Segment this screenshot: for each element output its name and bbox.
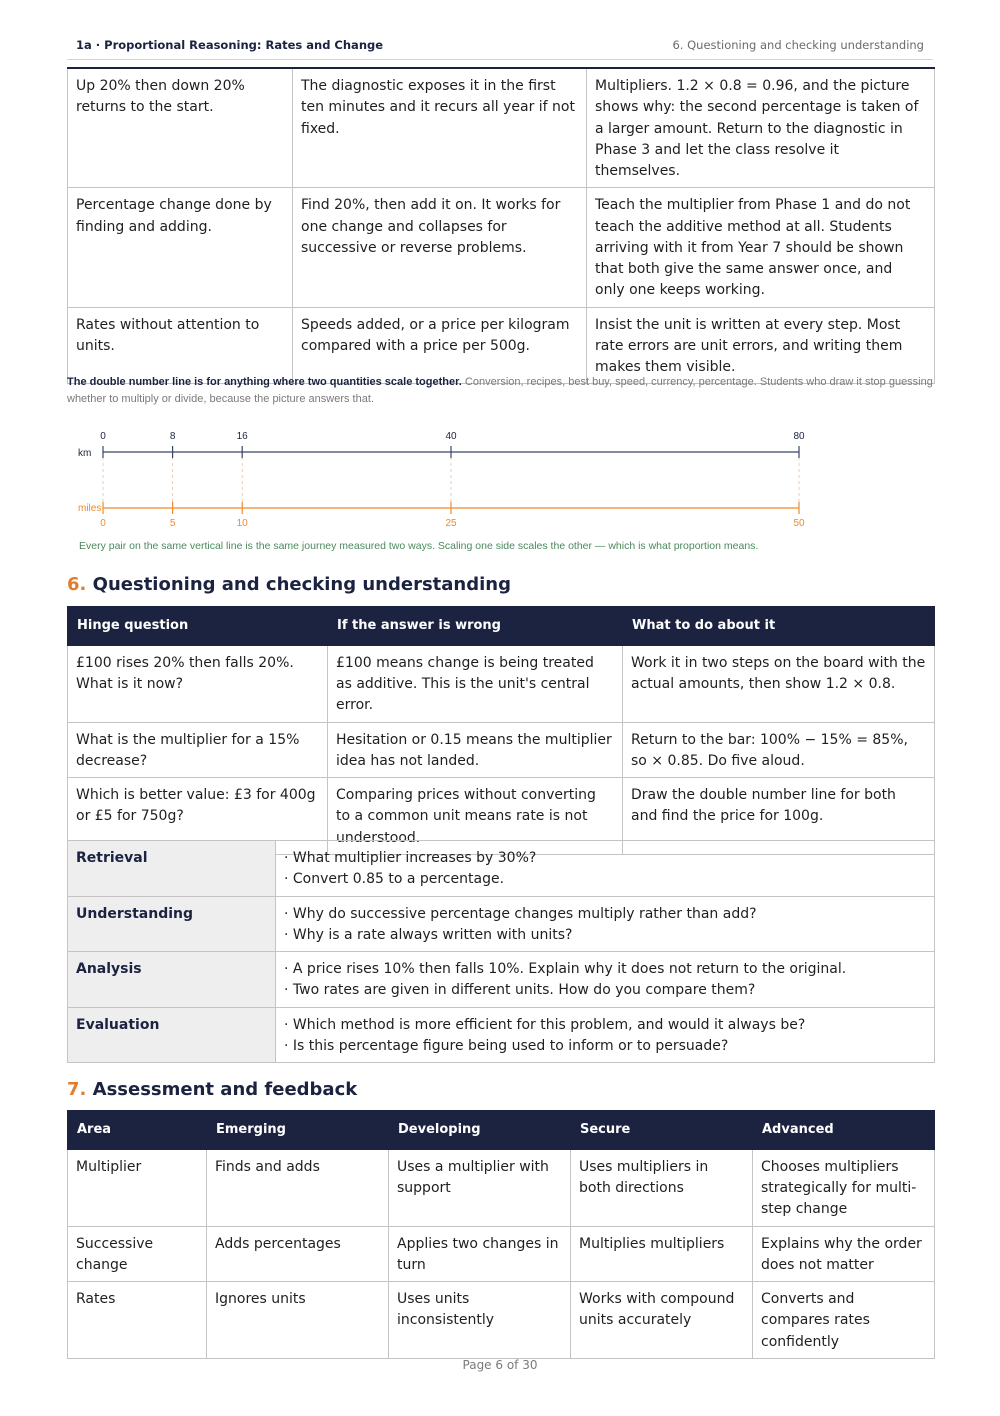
km-tick-label: 8 — [169, 431, 176, 442]
question-list — [276, 841, 935, 897]
section-7-heading — [67, 1079, 357, 1100]
table-cell: Rates — [68, 1282, 207, 1359]
section-number: 7. — [67, 1079, 87, 1100]
column-header: Hinge question — [68, 607, 328, 646]
column-header: If the answer is wrong — [328, 607, 623, 646]
column-header: What to do about it — [623, 607, 935, 646]
question-list — [276, 952, 935, 1008]
column-header: Emerging — [207, 1111, 389, 1150]
page-number: Page 6 of 30 — [462, 1358, 538, 1372]
table-row — [68, 952, 935, 1008]
table-row — [68, 68, 935, 188]
question-item: · Which method is more efficient for this problem, and would it always be? — [284, 1016, 806, 1033]
number-line-caption: Every pair on the same vertical line is the same journey measured two ways. Scaling one side scales the other — which is what proportion means. — [79, 540, 759, 552]
table-cell: Multiplies multipliers — [571, 1226, 753, 1282]
table-cell: Speeds added, or a price per kilogram compared with a price per 500g. — [293, 307, 587, 384]
table-cell: Comparing prices without converting to a common unit means rate is not understood. — [328, 778, 623, 855]
km-tick-label: 80 — [793, 431, 805, 442]
table-row — [68, 1007, 935, 1063]
question-item: · Why do successive percentage changes multiply rather than add? — [284, 905, 757, 922]
table-cell: Converts and compares rates confidently — [753, 1282, 935, 1359]
table-row — [68, 645, 935, 722]
km-tick-label: 0 — [100, 431, 106, 442]
table-row — [68, 1149, 935, 1226]
km-label: km — [78, 448, 92, 459]
column-header: Advanced — [753, 1111, 935, 1150]
table-cell: Multipliers. 1.2 × 0.8 = 0.96, and the picture shows why: the second percentage is taken of a larger amount. Return to the diagnostic in Phase 3 and let the class resolve it themselves. — [587, 68, 935, 188]
table-cell: Finds and adds — [207, 1149, 389, 1226]
table-row — [68, 722, 935, 778]
section-6-heading — [67, 574, 511, 595]
question-item: · Why is a rate always written with units? — [284, 926, 573, 943]
table-row — [68, 1226, 935, 1282]
table-cell: Adds percentages — [207, 1226, 389, 1282]
question-type-label: Retrieval — [68, 841, 276, 897]
table-cell: Uses units inconsistently — [389, 1282, 571, 1359]
table-cell: Ignores units — [207, 1282, 389, 1359]
table-cell: Work it in two steps on the board with the actual amounts, then show 1.2 × 0.8. — [623, 645, 935, 722]
table-row — [68, 896, 935, 952]
table-row — [68, 188, 935, 307]
table-cell: Multiplier — [68, 1149, 207, 1226]
table-cell: Teach the multiplier from Phase 1 and do not teach the additive method at all. Students arriving with it from Year 7 should be shown that both give the same answer once, and only one keeps working. — [587, 188, 935, 307]
question-item: · Convert 0.85 to a percentage. — [284, 871, 505, 888]
table-cell: What is the multiplier for a 15% decrease? — [68, 722, 328, 778]
column-header: Developing — [389, 1111, 571, 1150]
section-title: 6. Questioning and checking understanding — [672, 38, 924, 52]
question-type-label: Understanding — [68, 896, 276, 952]
section-heading-text: Assessment and feedback — [92, 1079, 358, 1100]
table-cell: Works with compound units accurately — [571, 1282, 753, 1359]
table-cell: Percentage change done by finding and adding. — [68, 188, 293, 307]
section-number: 6. — [67, 574, 87, 595]
question-item: · A price rises 10% then falls 10%. Explain why it does not return to the original. — [284, 961, 847, 978]
miles-tick-label: 10 — [236, 518, 248, 529]
miles-tick-label: 25 — [445, 518, 457, 529]
table-row — [68, 307, 935, 384]
question-item: · Is this percentage figure being used to inform or to persuade? — [284, 1037, 729, 1054]
table-cell: Successive change — [68, 1226, 207, 1282]
section-heading-text: Questioning and checking understanding — [92, 574, 511, 595]
question-type-label: Evaluation — [68, 1007, 276, 1063]
table-header-row — [68, 607, 935, 646]
question-list — [276, 1007, 935, 1063]
page-header — [67, 38, 933, 60]
table-cell: Uses a multiplier with support — [389, 1149, 571, 1226]
table-cell: Applies two changes in turn — [389, 1226, 571, 1282]
intro-bold: The double number line is for anything where two quantities scale together. — [67, 376, 462, 388]
question-types-table — [67, 840, 935, 1063]
table-cell: Which is better value: £3 for 400g or £5 for 750g? — [68, 778, 328, 855]
table-cell: Find 20%, then add it on. It works for one change and collapses for successive or reverse problems. — [293, 188, 587, 307]
table-header-row — [68, 1111, 935, 1150]
question-item: · What multiplier increases by 30%? — [284, 850, 537, 866]
question-list — [276, 896, 935, 952]
table-cell: £100 means change is being treated as additive. This is the unit's central error. — [328, 645, 623, 722]
miles-tick-label: 50 — [793, 518, 805, 529]
table-cell: Rates without attention to units. — [68, 307, 293, 384]
table-cell: Explains why the order does not matter — [753, 1226, 935, 1282]
assessment-table — [67, 1110, 935, 1359]
miles-tick-label: 0 — [100, 518, 106, 529]
column-header: Area — [68, 1111, 207, 1150]
misconceptions-table — [67, 67, 935, 384]
intro-text: Conversion, recipes, best buy, speed, currency, percentage. Students who draw it stop guessing whether to multiply or divide, because the picture answers that. — [67, 376, 933, 406]
table-cell: Hesitation or 0.15 means the multiplier idea has not landed. — [328, 722, 623, 778]
table-row — [68, 841, 935, 897]
km-tick-label: 40 — [445, 431, 457, 442]
hinge-questions-table — [67, 606, 935, 855]
column-header: Secure — [571, 1111, 753, 1150]
question-item: · Two rates are given in different units. How do you compare them? — [284, 982, 756, 999]
table-row — [68, 1282, 935, 1359]
question-type-label: Analysis — [68, 952, 276, 1008]
table-cell: The diagnostic exposes it in the first ten minutes and it recurs all year if not fixed. — [293, 68, 587, 188]
miles-tick-label: 5 — [169, 518, 176, 529]
table-cell: Draw the double number line for both and find the price for 100g. — [623, 778, 935, 855]
table-cell: Return to the bar: 100% − 15% = 85%, so × 0.85. Do five aloud. — [623, 722, 935, 778]
number-line-intro — [67, 374, 937, 408]
miles-label: miles — [78, 503, 102, 514]
km-tick-label: 16 — [236, 431, 248, 442]
double-number-line — [67, 424, 827, 534]
table-cell: £100 rises 20% then falls 20%. What is it now? — [68, 645, 328, 722]
table-cell: Chooses multipliers strategically for multi-step change — [753, 1149, 935, 1226]
table-cell: Up 20% then down 20% returns to the start. — [68, 68, 293, 188]
unit-title: 1a · Proportional Reasoning: Rates and Change — [76, 38, 384, 52]
table-cell: Insist the unit is written at every step. Most rate errors are unit errors, and writing them makes them visible. — [587, 307, 935, 384]
table-cell: Uses multipliers in both directions — [571, 1149, 753, 1226]
